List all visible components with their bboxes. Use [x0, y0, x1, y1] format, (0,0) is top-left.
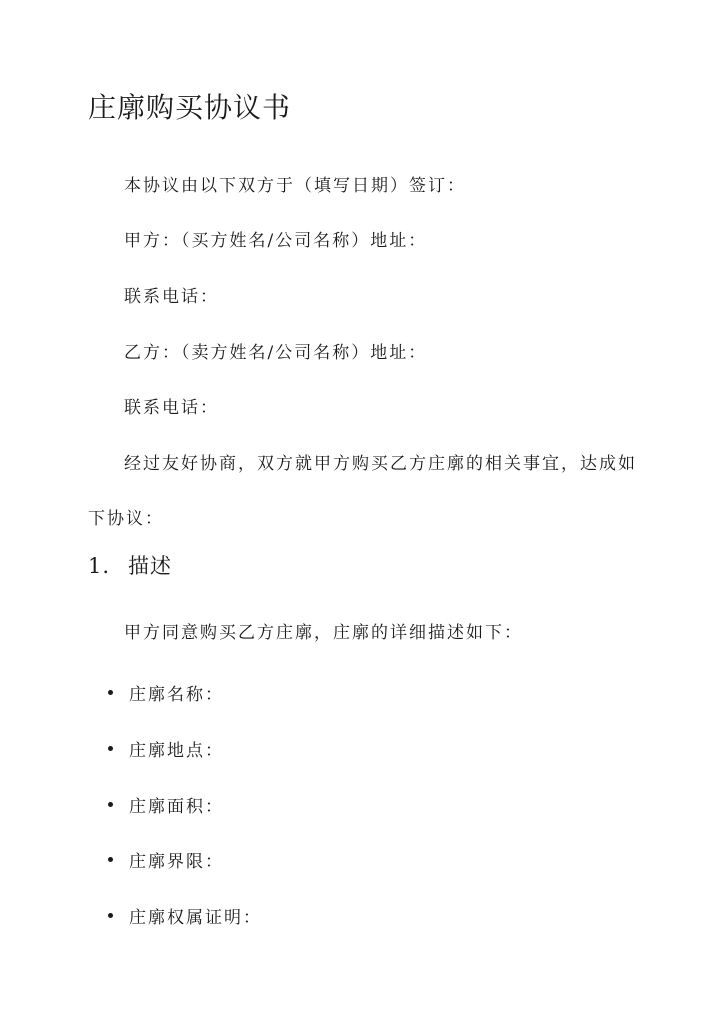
list-item — [108, 903, 262, 928]
list-item — [108, 847, 224, 872]
list-item-label: 庄廓地点： — [129, 741, 224, 761]
list-item-label: 庄廓面积： — [129, 797, 224, 817]
preamble-paragraph: 经过友好协商，双方就甲方购买乙方庄廓的相关事宜，达成如下协议： — [88, 454, 637, 529]
document-title: 庄廓购买协议书 — [88, 91, 292, 124]
section-1-text: 甲方同意购买乙方庄廓，庄廓的详细描述如下： — [124, 623, 523, 643]
section-1-heading — [88, 550, 172, 580]
bullet-icon — [108, 802, 113, 807]
list-item-label: 庄廓名称： — [129, 685, 224, 705]
party-a-line: 甲方：（买方姓名/公司名称）地址： — [124, 231, 428, 251]
section-1-number: 1. — [88, 554, 111, 578]
party-b-line: 乙方：（卖方姓名/公司名称）地址： — [124, 343, 428, 363]
list-item-label: 庄廓界限： — [129, 852, 224, 872]
party-b-phone-line: 联系电话： — [124, 398, 219, 418]
bullet-icon — [108, 690, 113, 695]
list-item — [108, 792, 224, 817]
bullet-icon — [108, 857, 113, 862]
intro-paragraph: 本协议由以下双方于（填写日期）签订： — [124, 176, 466, 196]
list-item-label: 庄廓权属证明： — [129, 908, 262, 928]
list-item — [108, 736, 224, 761]
party-a-phone-line: 联系电话： — [124, 287, 219, 307]
section-1-title: 描述 — [128, 554, 172, 578]
list-item — [108, 680, 224, 705]
bullet-icon — [108, 913, 113, 918]
bullet-icon — [108, 746, 113, 751]
